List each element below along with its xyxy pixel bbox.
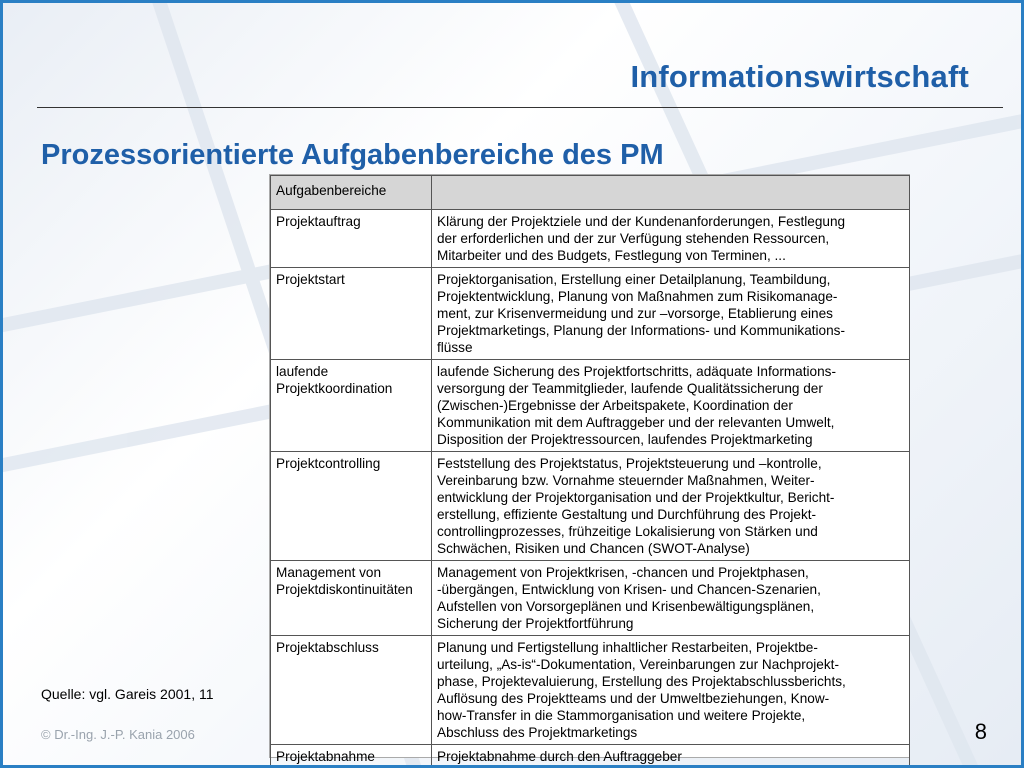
- description-line: Projektmarketings, Planung der Informations- und Kommunikations-: [437, 323, 846, 338]
- description-line: ment, zur Krisenvermeidung und zur –vorsorge, Etablierung eines: [437, 306, 833, 321]
- area-cell: [271, 268, 432, 360]
- page-number: 8: [974, 719, 987, 744]
- area-line: Projektcontrolling: [276, 456, 381, 471]
- description-line: -übergängen, Entwicklung von Krisen- und Chancen-Szenarien,: [437, 582, 821, 597]
- copyright-note: © Dr.-Ing. J.-P. Kania 2006: [41, 727, 195, 742]
- description-line: urteilung, „As-is“-Dokumentation, Vereinbarungen zur Nachprojekt-: [437, 657, 839, 672]
- table-row: [271, 210, 910, 268]
- area-line: Projektdiskontinuitäten: [276, 582, 413, 597]
- description-line: Mitarbeiter und des Budgets, Festlegung von Terminen, ...: [437, 248, 786, 263]
- description-cell: [432, 210, 910, 268]
- description-line: Abschluss des Projektmarketings: [437, 725, 638, 740]
- area-cell: [271, 452, 432, 561]
- description-line: Projektorganisation, Erstellung einer Detailplanung, Teambildung,: [437, 272, 831, 287]
- description-line: Vereinbarung bzw. Vornahme steuernder Maßnahmen, Weiter-: [437, 473, 815, 488]
- table-row: [271, 745, 910, 768]
- table-row: [271, 452, 910, 561]
- description-line: Management von Projektkrisen, -chancen und Projektphasen,: [437, 565, 809, 580]
- table-header-row: [271, 176, 910, 210]
- area-line: laufende: [276, 364, 329, 379]
- area-line: Management von: [276, 565, 382, 580]
- table-row: [271, 636, 910, 745]
- task-areas-table-container: [270, 175, 909, 764]
- description-line: Planung und Fertigstellung inhaltlicher Restarbeiten, Projektbe-: [437, 640, 818, 655]
- description-cell: [432, 636, 910, 745]
- area-cell: [271, 561, 432, 636]
- description-line: Klärung der Projektziele und der Kundenanforderungen, Festlegung: [437, 214, 846, 229]
- table-row: [271, 360, 910, 452]
- page-title: Prozessorientierte Aufgabenbereiche des PM: [41, 139, 664, 171]
- header-cell-area: Aufgabenbereiche: [271, 176, 432, 210]
- description-line: Sicherung der Projektfortführung: [437, 616, 634, 631]
- area-cell: [271, 360, 432, 452]
- slide-title: Informationswirtschaft: [630, 59, 969, 94]
- description-line: versorgung der Teammitglieder, laufende Qualitätssicherung der: [437, 381, 823, 396]
- description-line: Projektabnahme durch den Auftraggeber: [437, 749, 682, 764]
- description-line: Aufstellen von Vorsorgeplänen und Krisenbewältigungsplänen,: [437, 599, 815, 614]
- table-row: [271, 268, 910, 360]
- area-cell: [271, 210, 432, 268]
- description-cell: [432, 452, 910, 561]
- description-line: controllingprozesses, frühzeitige Lokalisierung von Stärken und: [437, 524, 818, 539]
- description-cell: [432, 268, 910, 360]
- description-line: der erforderlichen und der zur Verfügung stehenden Ressourcen,: [437, 231, 830, 246]
- description-line: Feststellung des Projektstatus, Projektsteuerung und –kontrolle,: [437, 456, 822, 471]
- description-line: flüsse: [437, 340, 473, 355]
- title-divider: [37, 107, 1003, 108]
- area-line: Projektauftrag: [276, 214, 361, 229]
- description-line: Projektentwicklung, Planung von Maßnahmen zum Risikomanage-: [437, 289, 838, 304]
- description-line: phase, Projektevaluierung, Erstellung des Projektabschlussberichts,: [437, 674, 846, 689]
- description-cell: [432, 745, 910, 768]
- source-note: Quelle: vgl. Gareis 2001, 11: [41, 686, 214, 702]
- description-line: Disposition der Projektressourcen, laufendes Projektmarketing: [437, 432, 813, 447]
- description-line: erstellung, effiziente Gestaltung und Durchführung des Projekt-: [437, 507, 817, 522]
- description-line: Schwächen, Risiken und Chancen (SWOT-Analyse): [437, 541, 750, 556]
- description-line: entwicklung der Projektorganisation und der Projektkultur, Bericht-: [437, 490, 835, 505]
- area-line: Projektkoordination: [276, 381, 393, 396]
- description-line: Auflösung des Projektteams und der Umweltbeziehungen, Know-: [437, 691, 830, 706]
- description-line: how-Transfer in die Stammorganisation und weitere Projekte,: [437, 708, 806, 723]
- description-line: Kommunikation mit dem Auftraggeber und der relevanten Umwelt,: [437, 415, 835, 430]
- area-cell: [271, 636, 432, 745]
- area-cell: [271, 745, 432, 768]
- description-line: laufende Sicherung des Projektfortschritts, adäquate Informations-: [437, 364, 836, 379]
- area-line: Projektabschluss: [276, 640, 379, 655]
- task-areas-table: [270, 175, 910, 768]
- table-row: [271, 561, 910, 636]
- description-cell: [432, 561, 910, 636]
- area-line: Projektstart: [276, 272, 345, 287]
- area-line: Projektabnahme: [276, 749, 375, 764]
- header-cell-description: [432, 176, 910, 210]
- description-line: (Zwischen-)Ergebnisse der Arbeitspakete, Koordination der: [437, 398, 793, 413]
- description-cell: [432, 360, 910, 452]
